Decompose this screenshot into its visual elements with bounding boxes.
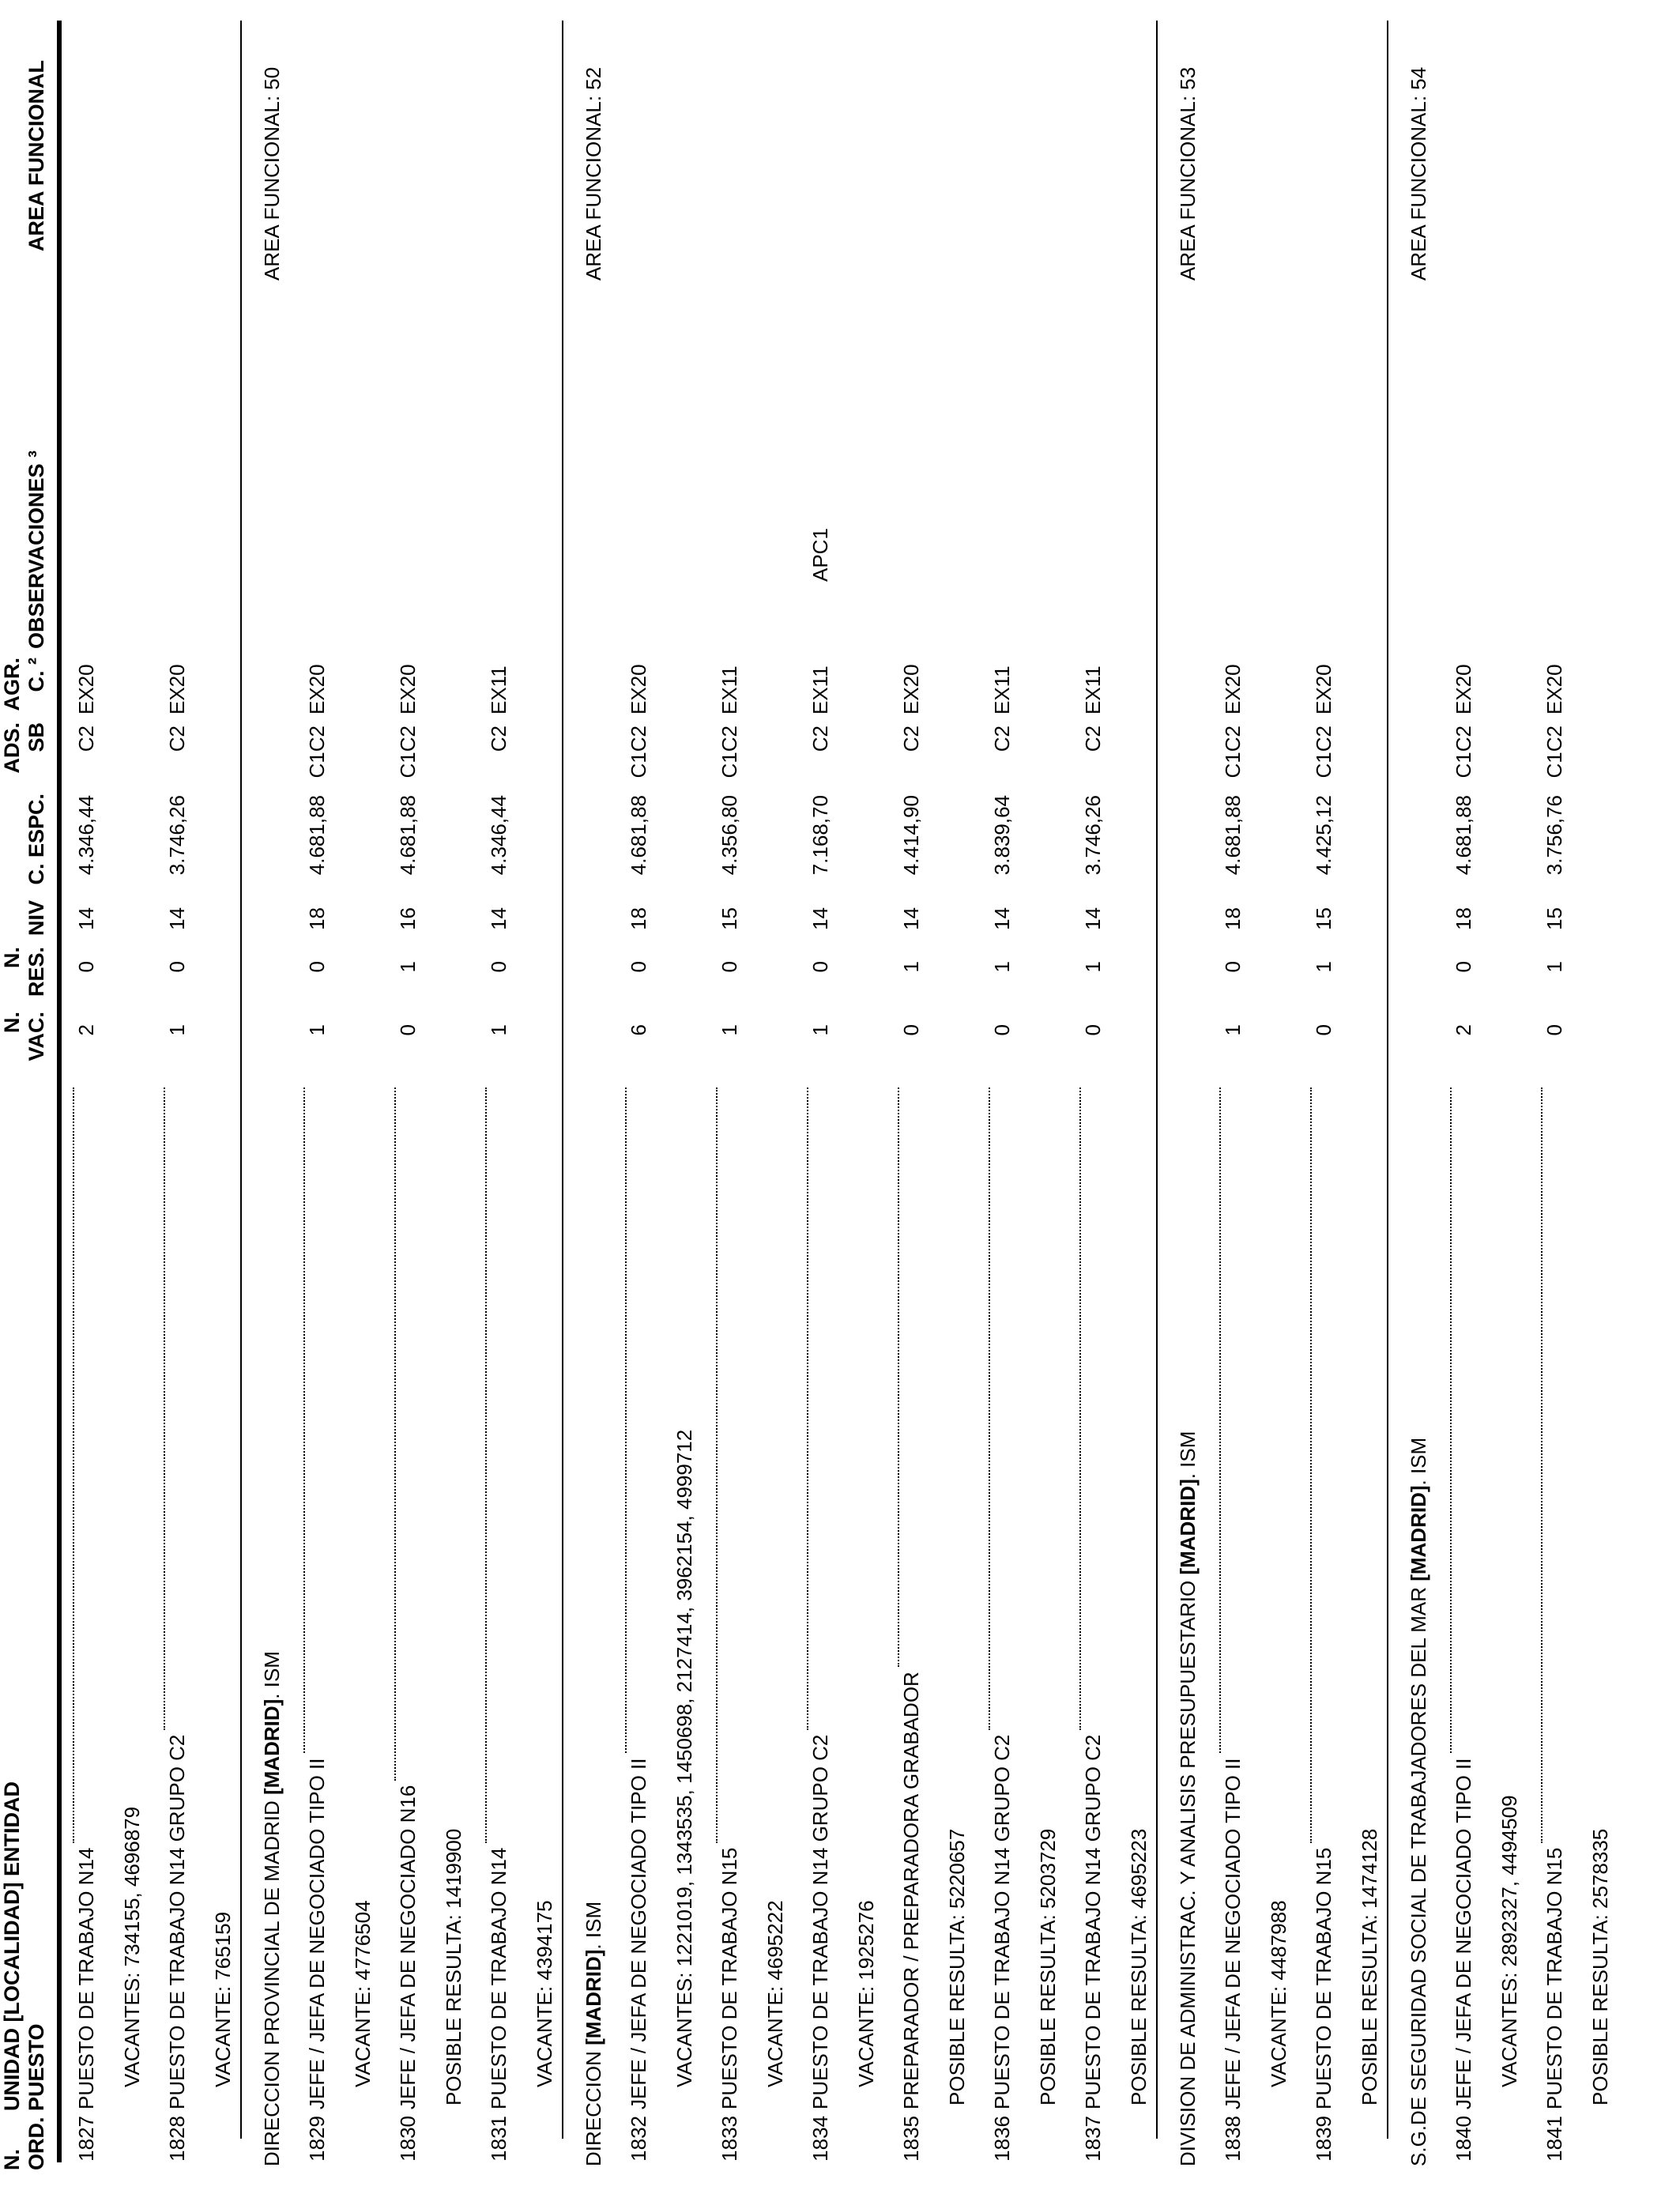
dot-leader [1310, 1088, 1312, 1843]
c-espc-value: 3.839,64 [990, 795, 1014, 876]
order-number: 1827 [74, 2116, 98, 2162]
dot-leader [394, 1088, 396, 1781]
posible-resulta-detail: POSIBLE RESULTA: 4695223 [1126, 1828, 1151, 2105]
c-espc-value: 4.681,88 [1221, 795, 1245, 876]
header-ads-line1: ADS. [0, 722, 24, 774]
unit-name-prefix: DIVISION DE ADMINISTRAC. Y ANALISIS PRESUPUESTARIO [1175, 1574, 1200, 2166]
header-n-res-line1: N. [0, 947, 24, 968]
vacantes-detail: VACANTE: 4695222 [763, 1900, 787, 2087]
unit-locality: [MADRID] [581, 1949, 605, 2045]
niv-value: 14 [487, 907, 510, 930]
posible-resulta-row [440, 0, 467, 2194]
dot-leader [1450, 1088, 1452, 1753]
n-vac-value: 1 [1221, 1024, 1245, 1036]
n-vac-value: 2 [1452, 1024, 1475, 1036]
n-vac-value: 0 [1081, 1024, 1105, 1036]
ads-sb-value: C1C2 [1543, 726, 1566, 778]
n-vac-value: 1 [487, 1024, 510, 1036]
ads-sb-value: C1C2 [1221, 726, 1245, 778]
agr-c-value: EX20 [627, 664, 650, 714]
n-res-value: 1 [1081, 961, 1105, 973]
position-row [303, 0, 330, 2194]
niv-value: 14 [74, 907, 98, 930]
order-number: 1828 [165, 2116, 189, 2162]
position-title: JEFE / JEFA DE NEGOCIADO TIPO II [305, 1758, 329, 2109]
dot-leader [485, 1088, 487, 1843]
header-puesto-line1: UNIDAD [LOCALIDAD] ENTIDAD [0, 1781, 24, 2111]
ads-sb-value: C2 [808, 726, 832, 752]
agr-c-value: EX11 [718, 665, 741, 714]
c-espc-value: 4.346,44 [74, 795, 98, 876]
unit-name [1174, 1431, 1201, 2166]
area-funcional-value: AREA FUNCIONAL: 53 [1175, 66, 1200, 281]
position-row [807, 0, 834, 2194]
header-n-vac-line2: VAC. [24, 1012, 48, 1061]
unit-heading-row [580, 0, 607, 2194]
position-title: PUESTO DE TRABAJO N14 GRUPO C2 [808, 1734, 832, 2109]
niv-value: 18 [1221, 907, 1245, 930]
n-res-value: 0 [627, 961, 650, 973]
section-divider [1387, 21, 1388, 2139]
agr-c-value: EX11 [487, 665, 510, 714]
niv-value: 18 [305, 907, 329, 930]
unit-name-suffix: . ISM [1406, 1437, 1430, 1486]
unit-name [258, 1651, 285, 2166]
position-title: JEFE / JEFA DE NEGOCIADO TIPO II [1221, 1758, 1245, 2109]
n-vac-value: 0 [396, 1024, 420, 1036]
section-divider [240, 21, 242, 2139]
order-number: 1837 [1081, 2116, 1105, 2162]
unit-name [1405, 1438, 1432, 2166]
order-number: 1840 [1452, 2116, 1475, 2162]
header-ads-sb [0, 722, 49, 779]
ads-sb-value: C2 [487, 726, 510, 752]
dot-leader [303, 1088, 305, 1753]
n-vac-value: 1 [165, 1024, 189, 1036]
header-observaciones: OBSERVACIONES ³ [24, 450, 48, 649]
unit-name-suffix: . ISM [1175, 1431, 1200, 1480]
unit-heading-row [1174, 0, 1201, 2194]
dot-leader [1079, 1088, 1081, 1730]
n-vac-value: 0 [990, 1024, 1014, 1036]
header-agr-line1: AGR. [0, 658, 24, 711]
dot-leader [716, 1088, 718, 1843]
niv-value: 14 [899, 907, 923, 930]
n-vac-value: 6 [627, 1024, 650, 1036]
header-n-vac [0, 1012, 49, 1072]
position-row [1219, 0, 1246, 2194]
section-divider [562, 21, 563, 2139]
header-c-line2: C. ² [24, 658, 48, 692]
position-row [164, 0, 190, 2194]
c-espc-value: 4.425,12 [1312, 795, 1335, 876]
c-espc-value: 3.746,26 [1081, 795, 1105, 876]
posible-resulta-row [1356, 0, 1383, 2194]
area-funcional-value: AREA FUNCIONAL: 54 [1406, 66, 1430, 281]
position-title: JEFE / JEFA DE NEGOCIADO TIPO II [1452, 1758, 1475, 2109]
area-funcional-value: AREA FUNCIONAL: 50 [259, 66, 284, 281]
posible-resulta-detail: POSIBLE RESULTA: 1474128 [1357, 1828, 1381, 2105]
n-res-value: 0 [718, 961, 741, 973]
position-title: PUESTO DE TRABAJO N14 [74, 1847, 98, 2109]
unit-name [580, 1902, 607, 2166]
niv-value: 14 [990, 907, 1014, 930]
position-row [73, 0, 100, 2194]
header-puesto-line2: PUESTO [24, 2023, 48, 2111]
unit-locality: [MADRID] [1406, 1485, 1430, 1581]
dot-leader [989, 1088, 990, 1730]
ads-sb-value: C2 [1081, 726, 1105, 752]
header-n-ord-line1: N. [0, 2149, 24, 2170]
n-res-value: 1 [396, 961, 420, 973]
c-espc-value: 4.681,88 [1452, 795, 1475, 876]
agr-c-value: EX20 [1221, 664, 1245, 714]
unit-name-prefix: DIRECCION PROVINCIAL DE MADRID [259, 1795, 284, 2166]
ads-sb-value: C2 [990, 726, 1014, 752]
header-rule [57, 21, 62, 2162]
position-title: PUESTO DE TRABAJO N14 [487, 1847, 510, 2109]
c-espc-value: 4.681,88 [627, 795, 650, 876]
header-area-funcional: AREA FUNCIONAL [24, 60, 48, 251]
ads-sb-value: C1C2 [627, 726, 650, 778]
unit-name-suffix: . ISM [259, 1651, 284, 1699]
agr-c-value: EX20 [396, 664, 420, 714]
order-number: 1836 [990, 2116, 1014, 2162]
niv-value: 18 [1452, 907, 1475, 930]
vacantes-detail-row [119, 0, 145, 2194]
n-res-value: 1 [990, 961, 1014, 973]
position-title: PUESTO DE TRABAJO N15 [1312, 1847, 1335, 2109]
n-res-value: 1 [1543, 961, 1566, 973]
order-number: 1838 [1221, 2116, 1245, 2162]
ads-sb-value: C1C2 [396, 726, 420, 778]
observaciones-value: APC1 [808, 528, 832, 582]
dot-leader [73, 1088, 74, 1843]
vacantes-detail: VACANTES: 734155, 4696879 [119, 1806, 144, 2087]
niv-value: 14 [1081, 907, 1105, 930]
position-row [716, 0, 743, 2194]
vacantes-detail: VACANTE: 1925276 [853, 1900, 878, 2087]
agr-c-value: EX11 [990, 665, 1014, 714]
c-espc-value: 4.414,90 [899, 795, 923, 876]
position-row [1079, 0, 1106, 2194]
c-espc-value: 7.168,70 [808, 795, 832, 876]
vacantes-detail-row [671, 0, 698, 2194]
header-niv: NIV [24, 899, 48, 936]
niv-value: 15 [1543, 907, 1566, 930]
order-number: 1841 [1543, 2116, 1566, 2162]
position-row [1450, 0, 1477, 2194]
position-title: PUESTO DE TRABAJO N15 [1543, 1847, 1566, 2109]
n-vac-value: 2 [74, 1024, 98, 1036]
unit-name-prefix: DIRECCION [581, 2045, 605, 2166]
agr-c-value: EX11 [1081, 665, 1105, 714]
position-row [1541, 0, 1568, 2194]
vacantes-detail-row [762, 0, 789, 2194]
header-n-vac-line1: N. [0, 1012, 24, 1033]
n-res-value: 1 [1312, 961, 1335, 973]
dot-leader [898, 1088, 899, 1667]
agr-c-value: EX11 [808, 665, 832, 714]
niv-value: 15 [718, 907, 741, 930]
ads-sb-value: C2 [165, 726, 189, 752]
order-number: 1834 [808, 2116, 832, 2162]
position-title: PREPARADOR / PREPARADORA GRABADOR [899, 1672, 923, 2109]
position-title: JEFE / JEFA DE NEGOCIADO N16 [396, 1785, 420, 2109]
header-n-ord-line2: ORD. [24, 2117, 48, 2170]
n-vac-value: 0 [899, 1024, 923, 1036]
c-espc-value: 4.681,88 [396, 795, 420, 876]
niv-value: 14 [808, 907, 832, 930]
order-number: 1831 [487, 2116, 510, 2162]
area-funcional-value: AREA FUNCIONAL: 52 [581, 66, 605, 281]
n-res-value: 0 [1221, 961, 1245, 973]
ads-sb-value: C2 [74, 726, 98, 752]
posible-resulta-row [1034, 0, 1061, 2194]
position-title: PUESTO DE TRABAJO N14 GRUPO C2 [990, 1734, 1014, 2109]
header-c-espc: C. ESPC. [24, 794, 48, 885]
header-n-res [0, 947, 49, 1007]
n-res-value: 0 [808, 961, 832, 973]
vacantes-detail-row [853, 0, 880, 2194]
position-row [1310, 0, 1337, 2194]
order-number: 1830 [396, 2116, 420, 2162]
ads-sb-value: C2 [899, 726, 923, 752]
dot-leader [164, 1088, 165, 1730]
vacantes-detail: VACANTE: 765159 [210, 1911, 235, 2087]
posible-resulta-detail: POSIBLE RESULTA: 1419900 [441, 1828, 465, 2105]
n-vac-value: 0 [1312, 1024, 1335, 1036]
agr-c-value: EX20 [305, 664, 329, 714]
dot-leader [625, 1088, 627, 1753]
posible-resulta-detail: POSIBLE RESULTA: 2578335 [1588, 1828, 1612, 2105]
niv-value: 14 [165, 907, 189, 930]
dot-leader [807, 1088, 808, 1730]
unit-heading-row [258, 0, 285, 2194]
unit-name-suffix: . ISM [581, 1901, 605, 1950]
ads-sb-value: C1C2 [305, 726, 329, 778]
n-res-value: 0 [305, 961, 329, 973]
section-divider [1156, 21, 1158, 2139]
niv-value: 16 [396, 907, 420, 930]
vacantes-detail: VACANTE: 4776504 [350, 1900, 375, 2087]
n-res-value: 0 [74, 961, 98, 973]
vacantes-detail: VACANTES: 1221019, 1343535, 1450698, 2127414, 3962154, 4999712 [672, 1429, 696, 2087]
unit-name-prefix: S.G.DE SEGURIDAD SOCIAL DE TRABAJADORES DEL MAR [1406, 1581, 1430, 2166]
c-espc-value: 4.681,88 [305, 795, 329, 876]
unit-locality: [MADRID] [1175, 1479, 1200, 1575]
posible-resulta-detail: POSIBLE RESULTA: 5203729 [1035, 1828, 1060, 2105]
n-vac-value: 1 [718, 1024, 741, 1036]
order-number: 1839 [1312, 2116, 1335, 2162]
order-number: 1829 [305, 2116, 329, 2162]
vacantes-detail: VACANTE: 4394175 [532, 1900, 556, 2087]
order-number: 1835 [899, 2116, 923, 2162]
posible-resulta-row [1125, 0, 1152, 2194]
order-number: 1832 [627, 2116, 650, 2162]
position-row [625, 0, 652, 2194]
n-res-value: 1 [899, 961, 923, 973]
agr-c-value: EX20 [1312, 664, 1335, 714]
n-vac-value: 0 [1543, 1024, 1566, 1036]
c-espc-value: 4.356,80 [718, 795, 741, 876]
vacantes-detail-row [1265, 0, 1292, 2194]
c-espc-value: 3.756,76 [1543, 795, 1566, 876]
position-title: PUESTO DE TRABAJO N14 GRUPO C2 [1081, 1734, 1105, 2109]
position-row [394, 0, 421, 2194]
n-vac-value: 1 [305, 1024, 329, 1036]
unit-locality: [MADRID] [259, 1698, 284, 1796]
header-sb-line2: SB [24, 722, 48, 752]
posible-resulta-row [944, 0, 970, 2194]
niv-value: 18 [627, 907, 650, 930]
vacantes-detail-row [531, 0, 558, 2194]
n-res-value: 0 [1452, 961, 1475, 973]
order-number: 1833 [718, 2116, 741, 2162]
n-res-value: 0 [165, 961, 189, 973]
ads-sb-value: C1C2 [1312, 726, 1335, 778]
position-title: JEFE / JEFA DE NEGOCIADO TIPO II [627, 1758, 650, 2109]
agr-c-value: EX20 [74, 664, 98, 714]
position-row [485, 0, 512, 2194]
posible-resulta-row [1587, 0, 1614, 2194]
n-res-value: 0 [487, 961, 510, 973]
vacantes-detail: VACANTE: 4487988 [1266, 1900, 1290, 2087]
header-puesto [0, 1781, 49, 2111]
posible-resulta-detail: POSIBLE RESULTA: 5220657 [944, 1828, 969, 2105]
header-n-ord [0, 2117, 49, 2171]
agr-c-value: EX20 [1543, 664, 1566, 714]
c-espc-value: 4.346,44 [487, 795, 510, 876]
agr-c-value: EX20 [1452, 664, 1475, 714]
dot-leader [1219, 1088, 1221, 1753]
ads-sb-value: C1C2 [718, 726, 741, 778]
dot-leader [1541, 1088, 1543, 1843]
c-espc-value: 3.746,26 [165, 795, 189, 876]
position-row [989, 0, 1015, 2194]
position-title: PUESTO DE TRABAJO N14 GRUPO C2 [165, 1734, 189, 2109]
ads-sb-value: C1C2 [1452, 726, 1475, 778]
unit-heading-row [1405, 0, 1432, 2194]
n-vac-value: 1 [808, 1024, 832, 1036]
header-agr-c [0, 658, 49, 718]
position-title: PUESTO DE TRABAJO N15 [718, 1847, 741, 2109]
vacantes-detail-row [349, 0, 376, 2194]
vacantes-detail: VACANTES: 2892327, 4494509 [1497, 1795, 1521, 2087]
header-n-res-line2: RES. [24, 947, 48, 997]
agr-c-value: EX20 [899, 664, 923, 714]
niv-value: 15 [1312, 907, 1335, 930]
position-row [898, 0, 925, 2194]
agr-c-value: EX20 [165, 664, 189, 714]
vacantes-detail-row [209, 0, 236, 2194]
vacantes-detail-row [1496, 0, 1523, 2194]
